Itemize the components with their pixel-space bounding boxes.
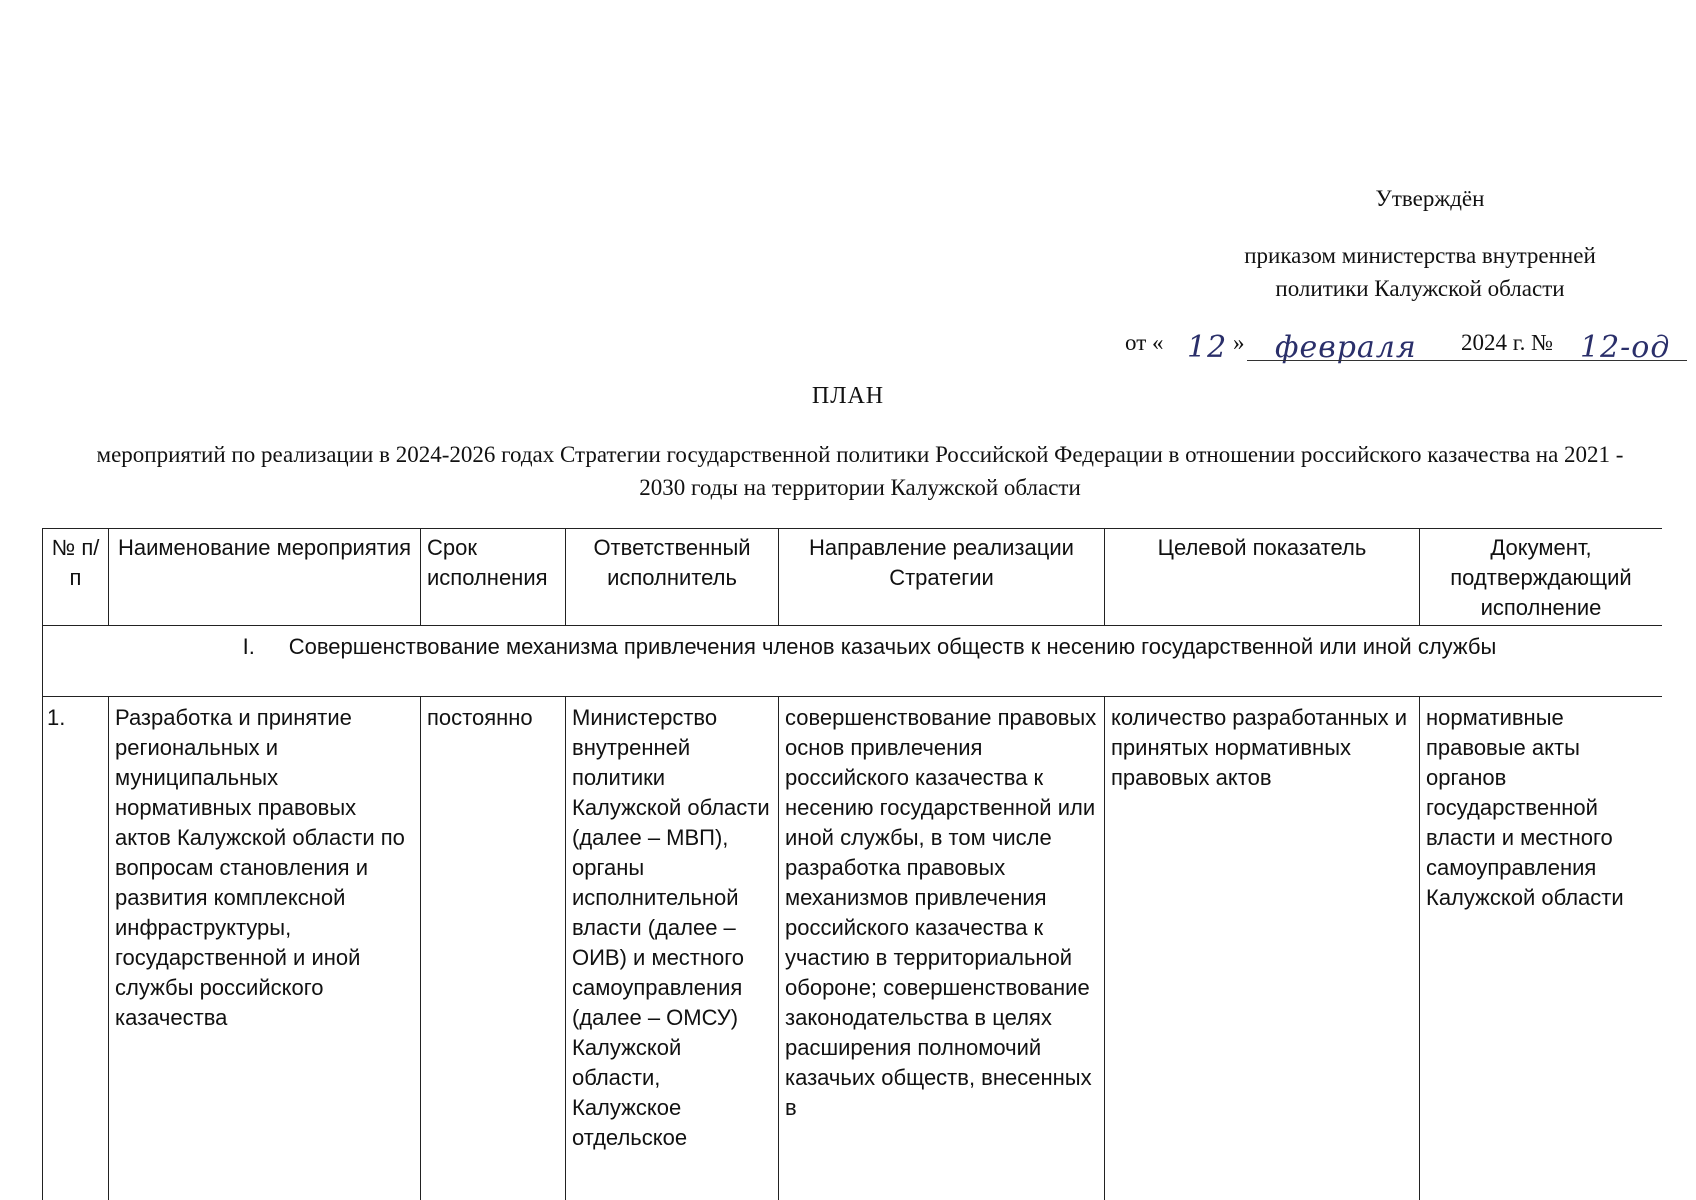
row-document: нормативные правовые акты органов государственной власти и местного самоуправления Калужской области: [1420, 697, 1663, 1200]
row-executor: Министерство внутренней политики Калужской области (далее – МВП), органы исполнительной власти (далее – ОИВ) и местного самоуправления (далее – ОМСУ) Калужской области, Калужское отдельское: [566, 697, 779, 1200]
month-underline: [1247, 360, 1587, 361]
number-underline: [1577, 360, 1687, 361]
header-activity-name: Наименование мероприятия: [109, 529, 421, 626]
row-deadline: постоянно: [421, 697, 566, 1200]
plan-table: [42, 528, 1662, 1200]
header-executor: Ответственный исполнитель: [566, 529, 779, 626]
header-number: № п/п: [43, 529, 109, 626]
row-direction: совершенствование правовых основ привлечения российского казачества к несению государственной или иной службы, в том числе разработка правовых механизмов привлечения российского казачества к участию в территориальной обороне; совершенствование законодательства в целях расширения полномочий казачьих обществ, внесенных в: [779, 697, 1105, 1200]
handwritten-order-number: 12-од: [1580, 330, 1671, 365]
handwritten-month: февраля: [1275, 330, 1417, 365]
section-title: Совершенствование механизма привлечения членов казачьих обществ к несению государственной или иной службы: [288, 634, 1497, 659]
section-number: I.: [242, 634, 255, 659]
section-heading: [43, 626, 1663, 697]
approval-title: Утверждён: [1375, 186, 1485, 211]
row-indicator: количество разработанных и принятых нормативных правовых актов: [1105, 697, 1420, 1200]
year-and-number-label: 2024 г. №: [1461, 330, 1554, 355]
document-subtitle: мероприятий по реализации в 2024-2026 годах Стратегии государственной политики Российской Федерации в отношении российского казачества на 2021 - 2030 годы на территории Калужской области: [96, 442, 1624, 500]
handwritten-day: 12: [1187, 330, 1228, 365]
plan-table-container: [42, 528, 1662, 1200]
document-title: ПЛАН: [811, 383, 885, 409]
row-number: 1.: [43, 697, 109, 1200]
row-activity-name: Разработка и принятие региональных и муниципальных нормативных правовых актов Калужской области по вопросам становления и развития комплексной инфраструктуры, государственной и иной службы российского казачества: [109, 697, 421, 1200]
header-deadline: Срок исполнения: [421, 529, 566, 626]
table-header-row: [43, 529, 1663, 626]
table-row: [43, 697, 1663, 1200]
header-document: Документ, подтверждающий исполнение: [1420, 529, 1663, 626]
approval-line-2: политики Калужской области: [1275, 276, 1565, 301]
date-suffix: »: [1233, 330, 1245, 355]
section-row: [43, 626, 1663, 697]
approval-line-1: приказом министерства внутренней: [1244, 243, 1596, 268]
date-prefix: от «: [1125, 330, 1164, 355]
header-indicator: Целевой показатель: [1105, 529, 1420, 626]
header-direction: Направление реализации Стратегии: [779, 529, 1105, 626]
